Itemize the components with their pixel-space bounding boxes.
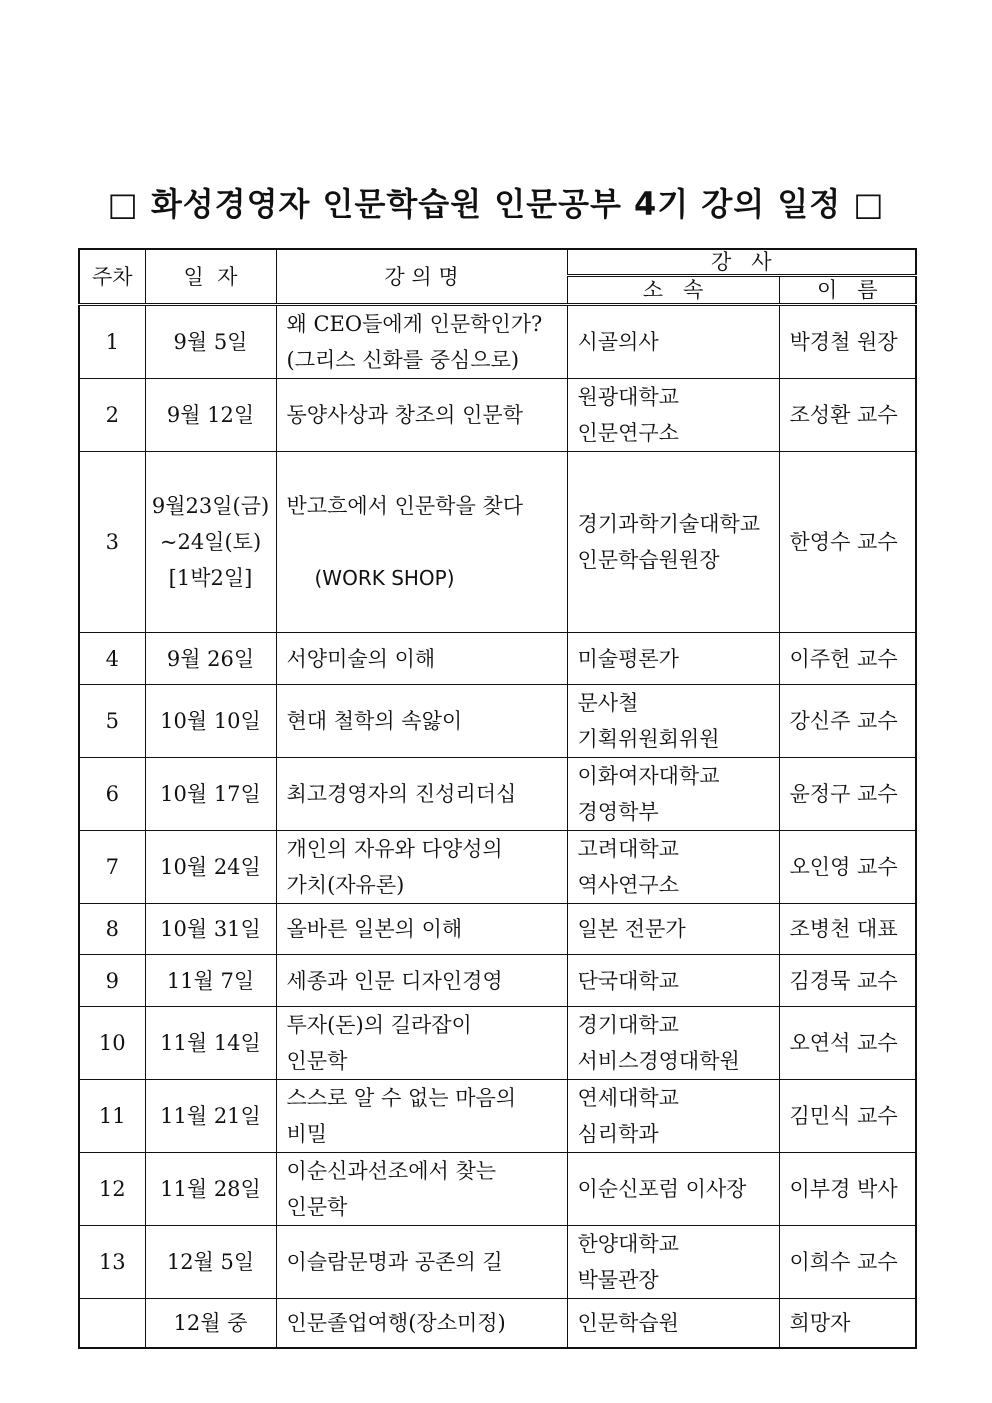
row-lecture: 세종과 인문 디자인경영 xyxy=(276,955,567,1007)
table-row xyxy=(79,1153,916,1226)
row-date: 10월 31일 xyxy=(145,904,276,955)
table-row xyxy=(79,379,916,452)
row-affiliation: 한양대학교 박물관장 xyxy=(567,1226,779,1299)
row-date: 11월 28일 xyxy=(145,1153,276,1226)
row-lecture: 이순신과선조에서 찾는 인문학 xyxy=(276,1153,567,1226)
row-week: 5 xyxy=(79,685,145,758)
table-row xyxy=(79,1007,916,1080)
row-name: 조병천 대표 xyxy=(779,904,916,955)
row-lecture: 스스로 알 수 없는 마음의 비밀 xyxy=(276,1080,567,1153)
row-date: 10월 10일 xyxy=(145,685,276,758)
row-week: 2 xyxy=(79,379,145,452)
row-lecture: 서양미술의 이해 xyxy=(276,633,567,685)
table-row xyxy=(79,1226,916,1299)
row-week: 3 xyxy=(79,452,145,633)
row-name: 김경묵 교수 xyxy=(779,955,916,1007)
header-lecture: 강 의 명 xyxy=(276,249,567,305)
row-lecture: 현대 철학의 속앓이 xyxy=(276,685,567,758)
row-affiliation: 이순신포럼 이사장 xyxy=(567,1153,779,1226)
row-date: 9월23일(금) ~24일(토) [1박2일] xyxy=(145,452,276,633)
table-row xyxy=(79,305,916,379)
row-name: 조성환 교수 xyxy=(779,379,916,452)
table-row xyxy=(79,758,916,831)
table-row xyxy=(79,452,916,633)
row-affiliation: 문사철 기획위원회위원 xyxy=(567,685,779,758)
row-affiliation: 시골의사 xyxy=(567,305,779,379)
table-row xyxy=(79,1299,916,1348)
row-week: 7 xyxy=(79,831,145,904)
row-week: 4 xyxy=(79,633,145,685)
table-row xyxy=(79,1080,916,1153)
row-lecture: 투자(돈)의 길라잡이 인문학 xyxy=(276,1007,567,1080)
row-lecture xyxy=(276,452,567,633)
row-week: 13 xyxy=(79,1226,145,1299)
row-name: 오인영 교수 xyxy=(779,831,916,904)
row-week: 11 xyxy=(79,1080,145,1153)
table-row xyxy=(79,633,916,685)
row-date: 10월 24일 xyxy=(145,831,276,904)
row-week xyxy=(79,1299,145,1348)
row-lecture: 동양사상과 창조의 인문학 xyxy=(276,379,567,452)
row-name: 이희수 교수 xyxy=(779,1226,916,1299)
row-lecture: 개인의 자유와 다양성의 가치(자유론) xyxy=(276,831,567,904)
row-week: 1 xyxy=(79,305,145,379)
header-name: 이 름 xyxy=(779,276,916,305)
row-date: 11월 14일 xyxy=(145,1007,276,1080)
row-affiliation: 인문학습원 xyxy=(567,1299,779,1348)
row-name: 윤정구 교수 xyxy=(779,758,916,831)
row-name: 박경철 원장 xyxy=(779,305,916,379)
row-affiliation: 미술평론가 xyxy=(567,633,779,685)
row-affiliation: 일본 전문가 xyxy=(567,904,779,955)
table-row xyxy=(79,904,916,955)
row-name: 강신주 교수 xyxy=(779,685,916,758)
row-date: 10월 17일 xyxy=(145,758,276,831)
schedule-table xyxy=(78,248,917,1349)
table-row xyxy=(79,955,916,1007)
row-affiliation: 연세대학교 심리학과 xyxy=(567,1080,779,1153)
row-name: 이주헌 교수 xyxy=(779,633,916,685)
row-week: 10 xyxy=(79,1007,145,1080)
row-name: 김민식 교수 xyxy=(779,1080,916,1153)
header-instructor: 강 사 xyxy=(567,249,916,276)
table-row xyxy=(79,685,916,758)
row-affiliation: 경기과학기술대학교 인문학습원원장 xyxy=(567,452,779,633)
row-affiliation: 경기대학교 서비스경영대학원 xyxy=(567,1007,779,1080)
row-affiliation: 단국대학교 xyxy=(567,955,779,1007)
row-date: 11월 7일 xyxy=(145,955,276,1007)
row-lecture: 최고경영자의 진성리더십 xyxy=(276,758,567,831)
row-lecture: 올바른 일본의 이해 xyxy=(276,904,567,955)
row-date: 9월 12일 xyxy=(145,379,276,452)
row-lecture: 인문졸업여행(장소미정) xyxy=(276,1299,567,1348)
row-lecture: 왜 CEO들에게 인문학인가? (그리스 신화를 중심으로) xyxy=(276,305,567,379)
row-name: 이부경 박사 xyxy=(779,1153,916,1226)
row-name: 오연석 교수 xyxy=(779,1007,916,1080)
row-date: 11월 21일 xyxy=(145,1080,276,1153)
row-date: 9월 5일 xyxy=(145,305,276,379)
page-title: □ 화성경영자 인문학습원 인문공부 4기 강의 일정 □ xyxy=(107,185,885,223)
row-name: 한영수 교수 xyxy=(779,452,916,633)
header-date: 일 자 xyxy=(145,249,276,305)
row-lecture-title: 반고흐에서 인문학을 찾다 xyxy=(286,494,523,518)
row-date: 12월 중 xyxy=(145,1299,276,1348)
table-row xyxy=(79,831,916,904)
row-lecture-subtitle: (WORK SHOP) xyxy=(314,566,455,590)
header-week: 주차 xyxy=(79,249,145,305)
row-week: 9 xyxy=(79,955,145,1007)
row-affiliation: 이화여자대학교 경영학부 xyxy=(567,758,779,831)
row-week: 6 xyxy=(79,758,145,831)
row-affiliation: 고려대학교 역사연구소 xyxy=(567,831,779,904)
header-affiliation: 소 속 xyxy=(567,276,779,305)
row-affiliation: 원광대학교 인문연구소 xyxy=(567,379,779,452)
row-week: 12 xyxy=(79,1153,145,1226)
row-date: 9월 26일 xyxy=(145,633,276,685)
row-lecture: 이슬람문명과 공존의 길 xyxy=(276,1226,567,1299)
row-week: 8 xyxy=(79,904,145,955)
row-date: 12월 5일 xyxy=(145,1226,276,1299)
row-name: 희망자 xyxy=(779,1299,916,1348)
